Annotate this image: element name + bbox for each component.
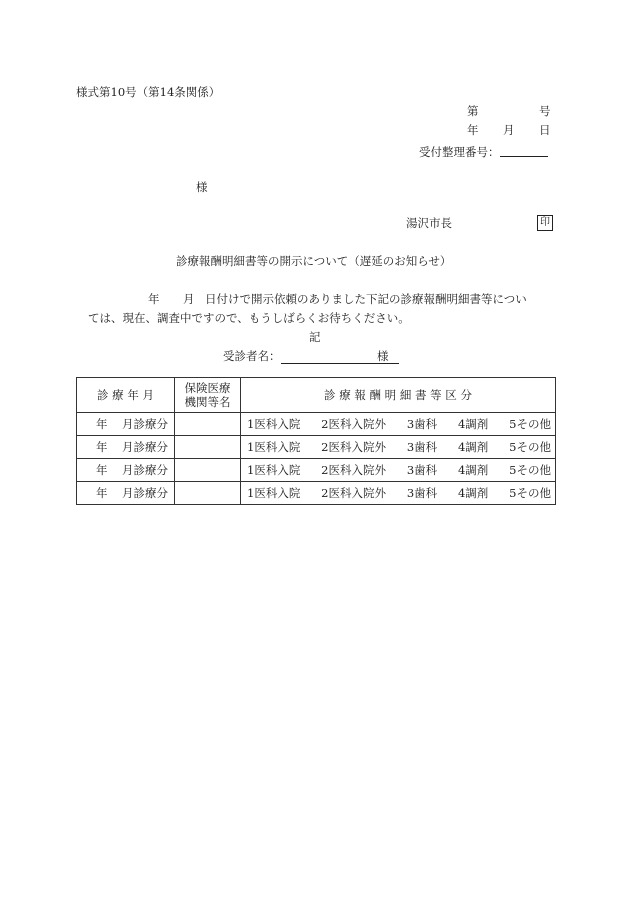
institution-cell xyxy=(175,482,241,505)
table-row xyxy=(77,413,556,436)
category-medical-inpatient: 1医科入院 xyxy=(247,486,301,500)
row-month: 月診療分 xyxy=(122,486,168,500)
month-cell xyxy=(77,459,175,482)
document-title: 診療報酬明細書等の開示について（遅延のお知らせ） xyxy=(176,254,452,268)
doc-number-go: 号 xyxy=(539,104,551,118)
category-dental: 3歯科 xyxy=(406,440,438,454)
category-medical-inpatient: 1医科入院 xyxy=(247,440,301,454)
header-category: 診 療 報 酬 明 細 書 等 区 分 xyxy=(241,378,556,413)
table-row xyxy=(77,482,556,505)
category-medical-outpatient: 2医科入院外 xyxy=(321,440,386,454)
category-dental: 3歯科 xyxy=(406,486,438,500)
category-medical-outpatient: 2医科入院外 xyxy=(321,463,386,477)
table-header-row xyxy=(77,378,556,413)
category-cell xyxy=(241,459,556,482)
category-medical-outpatient: 2医科入院外 xyxy=(321,486,386,500)
category-cell xyxy=(241,413,556,436)
category-other: 5その他 xyxy=(509,463,551,477)
institution-cell xyxy=(175,459,241,482)
header-institution-line2: 機関等名 xyxy=(184,395,231,409)
category-medical-inpatient: 1医科入院 xyxy=(247,463,301,477)
row-year: 年 xyxy=(96,440,108,454)
category-medical-outpatient: 2医科入院外 xyxy=(321,417,386,431)
header-institution xyxy=(175,378,241,413)
header-month: 診 療 年 月 xyxy=(77,378,175,413)
addressee-honorific: 様 xyxy=(196,180,208,194)
month-cell xyxy=(77,482,175,505)
form-number: 様式第10号（第14条関係） xyxy=(76,85,221,99)
doc-number-dai: 第 xyxy=(467,104,479,118)
category-other: 5その他 xyxy=(509,417,551,431)
header-institution-line1: 保険医療 xyxy=(184,381,231,395)
sender-name: 湯沢市長 xyxy=(406,216,452,230)
seal-stamp: 印 xyxy=(537,215,553,231)
reception-number xyxy=(419,144,548,159)
row-month: 月診療分 xyxy=(122,440,168,454)
body-line1-text: 日付けで開示依頼のありました下記の診療報酬明細書等につい xyxy=(205,292,527,306)
category-cell xyxy=(241,436,556,459)
body-line2-text: ては、現在、調査中ですので、もうしばらくお待ちください。 xyxy=(88,311,410,325)
category-pharmacy: 4調剤 xyxy=(457,486,489,500)
date-year: 年 xyxy=(467,123,479,137)
row-year: 年 xyxy=(96,417,108,431)
body-month: 月 xyxy=(183,292,195,306)
category-pharmacy: 4調剤 xyxy=(457,463,489,477)
reception-number-blank xyxy=(500,144,548,157)
category-pharmacy: 4調剤 xyxy=(457,417,489,431)
patient-name xyxy=(223,351,399,364)
body-year: 年 xyxy=(148,292,160,306)
patient-name-blank xyxy=(281,351,399,364)
institution-cell xyxy=(175,413,241,436)
category-dental: 3歯科 xyxy=(406,463,438,477)
category-medical-inpatient: 1医科入院 xyxy=(247,417,301,431)
category-cell xyxy=(241,482,556,505)
date-month: 月 xyxy=(503,123,515,137)
table-row xyxy=(77,459,556,482)
reception-label: 受付整理番号： xyxy=(419,145,500,159)
category-dental: 3歯科 xyxy=(406,417,438,431)
table-row xyxy=(77,436,556,459)
row-month: 月診療分 xyxy=(122,463,168,477)
patient-honorific: 様 xyxy=(377,349,389,363)
date-day: 日 xyxy=(539,123,551,137)
row-year: 年 xyxy=(96,463,108,477)
ki-heading: 記 xyxy=(309,330,321,344)
category-other: 5その他 xyxy=(509,486,551,500)
patient-label: 受診者名： xyxy=(223,349,281,363)
institution-cell xyxy=(175,436,241,459)
row-month: 月診療分 xyxy=(122,417,168,431)
claims-table xyxy=(76,377,556,505)
month-cell xyxy=(77,436,175,459)
category-other: 5その他 xyxy=(509,440,551,454)
month-cell xyxy=(77,413,175,436)
category-pharmacy: 4調剤 xyxy=(457,440,489,454)
row-year: 年 xyxy=(96,486,108,500)
